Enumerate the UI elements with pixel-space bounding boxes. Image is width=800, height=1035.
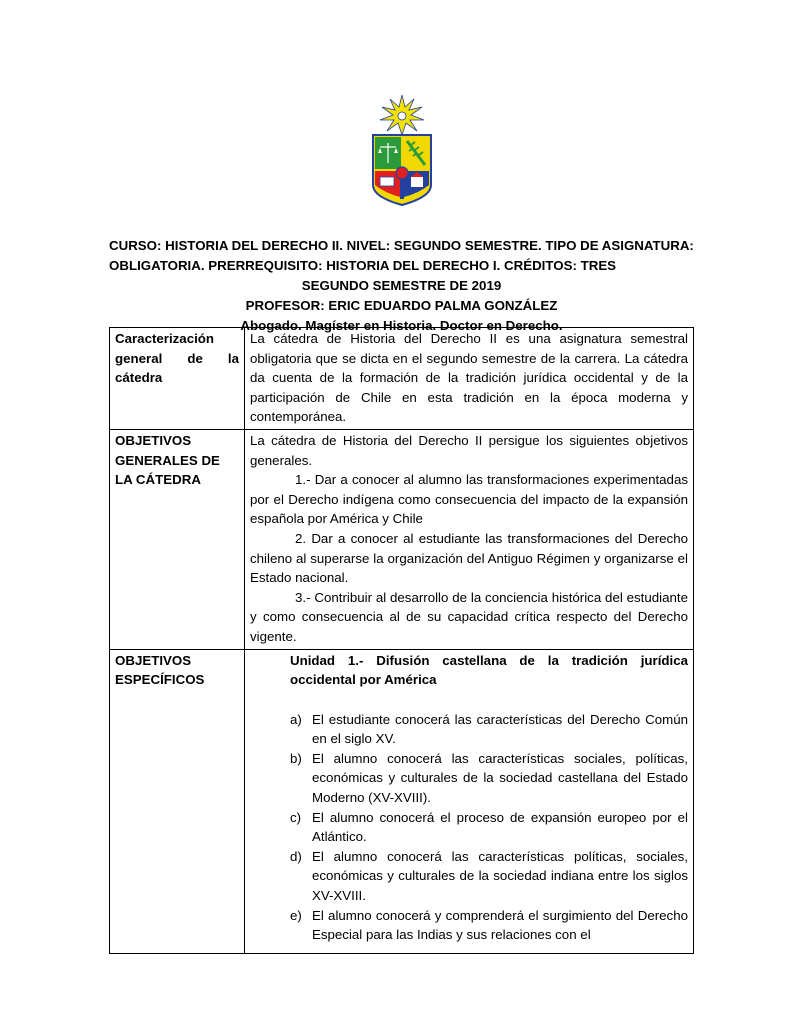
list-marker: a)	[290, 711, 302, 727]
row-label-objetivos-generales: OBJETIVOS GENERALES DE LA CÁTEDRA	[110, 429, 245, 649]
list-marker: b)	[290, 750, 302, 766]
shield	[373, 135, 431, 205]
row-content-objetivos-especificos	[245, 649, 694, 953]
row-label-objetivos-especificos: OBJETIVOS ESPECÍFICOS	[110, 649, 245, 953]
table-row	[110, 328, 694, 430]
table-row	[110, 649, 694, 953]
list-item	[250, 749, 688, 808]
objective-1: 1.- Dar a conocer al alumno las transformaciones experimentadas por el Derecho indígena como consecuencia del impacto de la expansión española por América y Chile	[250, 472, 688, 527]
spacer	[250, 690, 688, 710]
header-line-professor: PROFESOR: ERIC EDUARDO PALMA GONZÁLEZ	[245, 298, 558, 313]
objectives-intro: La cátedra de Historia del Derecho II persigue los siguientes objetivos generales.	[250, 432, 688, 468]
row-content-objetivos-generales	[245, 429, 694, 649]
unit-title: Unidad 1.- Difusión castellana de la tradición jurídica occidental por América	[290, 652, 688, 688]
row-content-caracterizacion: La cátedra de Historia del Derecho II es una asignatura semestral obligatoria que se dicta en el segundo semestre de la carrera. La cátedra da cuenta de la formación de la tradición jurídica occidental y de la participación de Chile en esta tradición en la época moderna y contemporánea.	[245, 328, 694, 430]
list-marker: d)	[290, 848, 302, 864]
course-header	[109, 236, 694, 336]
objective-2: 2. Dar a conocer al estudiante las transformaciones del Derecho chileno al superarse la organización del Antiguo Régimen y organizarse el Estado nacional.	[250, 530, 688, 586]
header-line-semester: SEGUNDO SEMESTRE DE 2019	[301, 278, 502, 293]
objective-3: 3.- Contribuir al desarrollo de la conciencia histórica del estudiante y como consecuencia al de su capacidad crítica respecto del Derecho vigente.	[250, 589, 688, 644]
list-item	[250, 808, 688, 847]
shield-emblem-icon	[367, 93, 437, 213]
list-item-text: El estudiante conocerá las características del Derecho Común en el siglo XV.	[312, 711, 688, 747]
header-line-course: CURSO: HISTORIA DEL DERECHO II. NIVEL: SEGUNDO SEMESTRE. TIPO DE ASIGNATURA:	[109, 238, 694, 253]
list-item	[250, 847, 688, 906]
star-burst	[380, 95, 424, 135]
header-line-credentials: Abogado. Magíster en Historia. Doctor en Derecho.	[240, 318, 563, 333]
list-item	[250, 906, 688, 951]
list-item-text: El alumno conocerá el proceso de expansión europeo por el Atlántico.	[312, 809, 688, 845]
list-item-text: El alumno conocerá las características sociales, políticas, económicas y culturales de la sociedad castellana del Estado Moderno (XV-XVIII).	[312, 750, 688, 806]
row-label-caracterizacion: Caracterización general de la cátedra	[110, 328, 245, 430]
list-marker: c)	[290, 809, 302, 825]
list-marker: e)	[290, 907, 302, 923]
list-item-text: El alumno conocerá las características políticas, sociales, económicas y culturales de la sociedad indiana entre los siglos XV-XVIII.	[312, 848, 688, 904]
list-item	[250, 710, 688, 749]
specific-objectives-list	[250, 710, 688, 951]
header-line-prerequisite: OBLIGATORIA. PRERREQUISITO: HISTORIA DEL DERECHO I. CRÉDITOS: TRES	[109, 258, 617, 273]
table-row	[110, 429, 694, 649]
syllabus-table	[109, 327, 694, 954]
list-item-text: El alumno conocerá y comprenderá el surgimiento del Derecho Especial para las Indias y sus relaciones con el	[312, 907, 688, 943]
